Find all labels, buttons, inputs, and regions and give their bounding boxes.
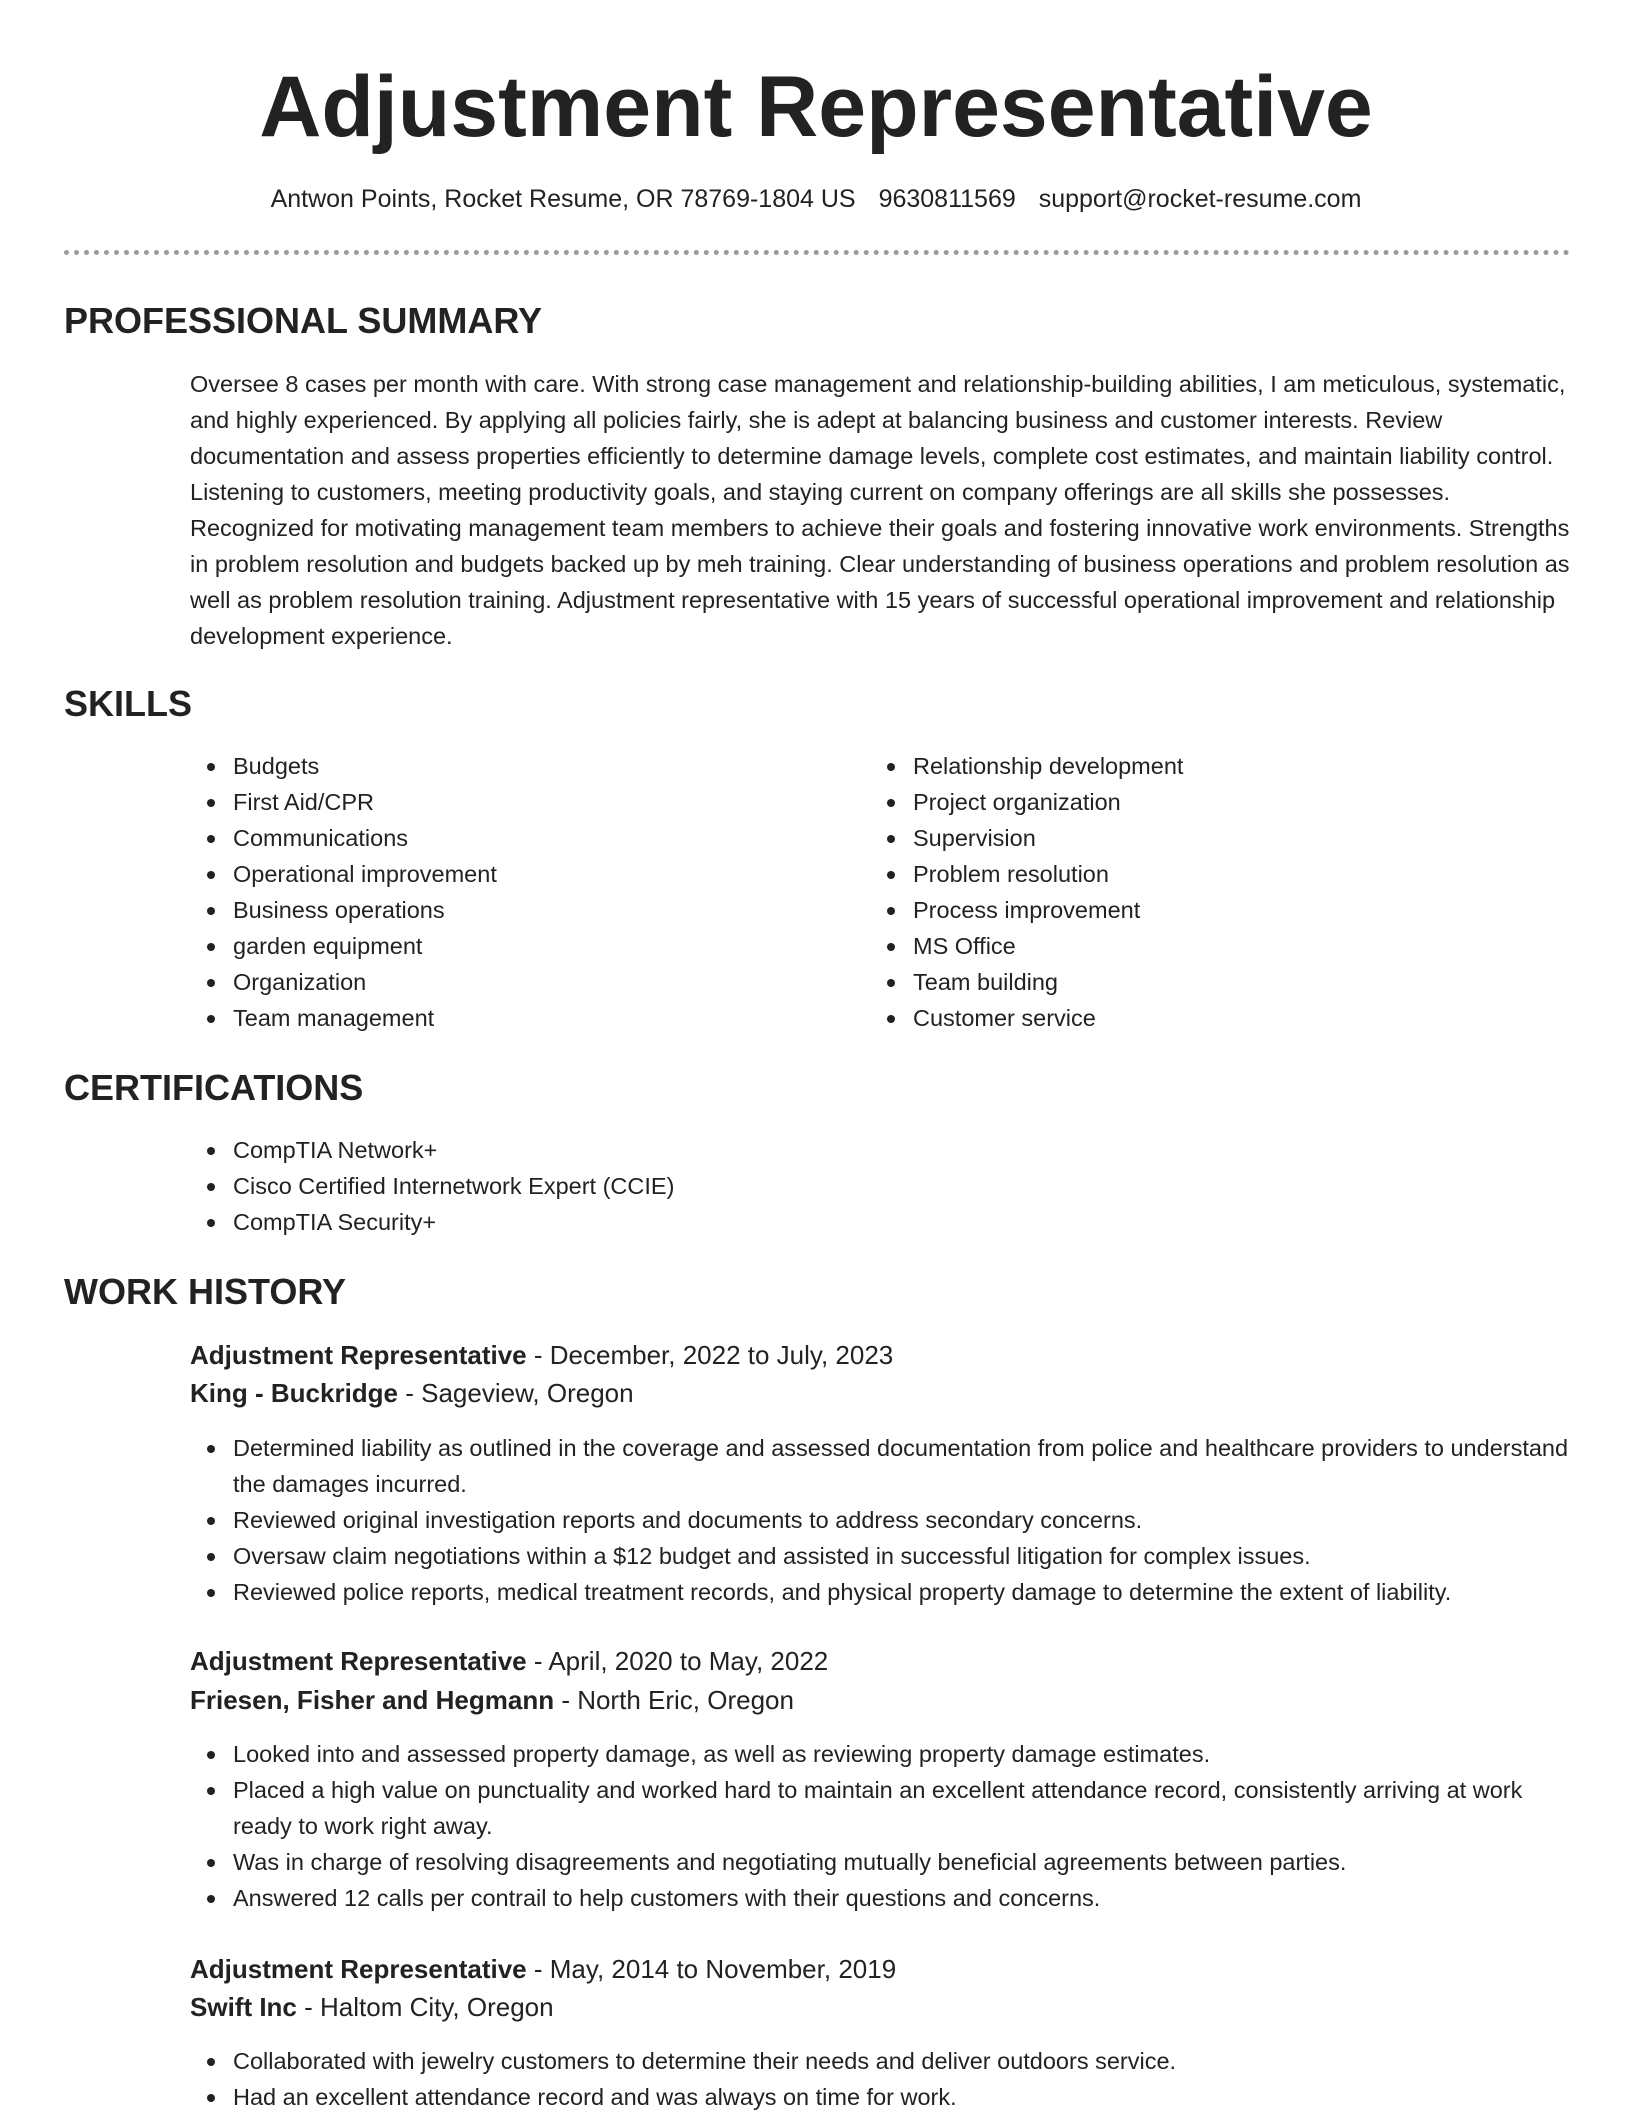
job-company: Friesen, Fisher and Hegmann (190, 1685, 555, 1715)
section-title-certifications: CERTIFICATIONS (64, 1067, 364, 1108)
skill-item: MS Office (870, 928, 1510, 964)
job-dates: - December, 2022 to July, 2023 (526, 1340, 894, 1370)
job-bullets (190, 1430, 1570, 1610)
section-title-summary: PROFESSIONAL SUMMARY (64, 300, 543, 341)
job-title: Adjustment Representative (190, 1646, 527, 1676)
header-divider (64, 250, 1570, 255)
certification-item: CompTIA Security+ (190, 1204, 1570, 1240)
job-company-line (190, 1374, 634, 1412)
job-dates: - April, 2020 to May, 2022 (526, 1646, 829, 1676)
skill-item: Organization (190, 964, 830, 1000)
job-bullet: Reviewed original investigation reports and documents to address secondary concerns. (190, 1502, 1570, 1538)
skill-item: Team building (870, 964, 1510, 1000)
job-location: - Haltom City, Oregon (296, 1992, 554, 2022)
skills-list-right (870, 748, 1510, 1036)
contact-address: Antwon Points, Rocket Resume, OR 78769-1804 US (270, 185, 856, 213)
job-location: - North Eric, Oregon (554, 1685, 794, 1715)
job-dates: - May, 2014 to November, 2019 (526, 1954, 897, 1984)
skill-item: Business operations (190, 892, 830, 928)
job-company-line (190, 1988, 554, 2026)
job-bullets (190, 1736, 1570, 1916)
job-company: Swift Inc (190, 1992, 297, 2022)
skills-list-left (190, 748, 830, 1036)
skill-item: Budgets (190, 748, 830, 784)
job-company-line (190, 1681, 794, 1719)
contact-email: support@rocket-resume.com (1038, 185, 1362, 213)
resume-title: Adjustment Representative (259, 59, 1373, 155)
job-bullets (190, 2043, 1570, 2115)
job-title-line (190, 1336, 893, 1374)
summary-text: Oversee 8 cases per month with care. With strong case management and relationship-building abilities, I am meticulous, systematic, and highly experienced. By applying all policies fairly, she is adept at balancing business and customer interests. Review documentation and assess properties efficiently to determine damage levels, complete cost estimates, and maintain liability control. Listening to customers, meeting productivity goals, and staying current on company offerings are all skills she possesses. Recognized for motivating management team members to achieve their goals and fostering innovative work environments. Strengths in problem resolution and budgets backed up by meh training. Clear understanding of business operations and problem resolution as well as problem resolution training. Adjustment representative with 15 years of successful operational improvement and relationship development experience. (190, 371, 1570, 649)
job-bullet: Had an excellent attendance record and was always on time for work. (190, 2079, 1570, 2115)
job-title: Adjustment Representative (190, 1340, 527, 1370)
skill-item: Project organization (870, 784, 1510, 820)
skill-item: Supervision (870, 820, 1510, 856)
skill-item: Team management (190, 1000, 830, 1036)
skill-item: Relationship development (870, 748, 1510, 784)
job-title-line (190, 1950, 896, 1988)
job-bullet: Oversaw claim negotiations within a $12 budget and assisted in successful litigation for complex issues. (190, 1538, 1570, 1574)
job-bullet: Looked into and assessed property damage, as well as reviewing property damage estimates. (190, 1736, 1570, 1772)
job-bullet: Reviewed police reports, medical treatment records, and physical property damage to determine the extent of liability. (190, 1574, 1570, 1610)
contact-phone: 9630811569 (878, 185, 1016, 213)
certification-item: CompTIA Network+ (190, 1132, 1570, 1168)
skill-item: Customer service (870, 1000, 1510, 1036)
job-bullet: Was in charge of resolving disagreements and negotiating mutually beneficial agreements between parties. (190, 1844, 1570, 1880)
job-title-line (190, 1642, 828, 1680)
skill-item: Operational improvement (190, 856, 830, 892)
skill-item: Process improvement (870, 892, 1510, 928)
skill-item: Problem resolution (870, 856, 1510, 892)
skill-item: First Aid/CPR (190, 784, 830, 820)
skill-item: garden equipment (190, 928, 830, 964)
section-title-skills: SKILLS (64, 683, 193, 724)
job-location: - Sageview, Oregon (398, 1378, 634, 1408)
certification-item: Cisco Certified Internetwork Expert (CCIE) (190, 1168, 1570, 1204)
job-bullet: Answered 12 calls per contrail to help customers with their questions and concerns. (190, 1880, 1570, 1916)
job-bullet: Placed a high value on punctuality and worked hard to maintain an excellent attendance record, consistently arriving at work ready to work right away. (190, 1772, 1570, 1844)
skill-item: Communications (190, 820, 830, 856)
certifications-list (190, 1132, 1570, 1240)
job-bullet: Determined liability as outlined in the coverage and assessed documentation from police and healthcare providers to understand the damages incurred. (190, 1430, 1570, 1502)
job-bullet: Collaborated with jewelry customers to determine their needs and deliver outdoors service. (190, 2043, 1570, 2079)
contact-line (0, 180, 1632, 218)
job-title: Adjustment Representative (190, 1954, 527, 1984)
job-company: King - Buckridge (190, 1378, 399, 1408)
section-title-work-history: WORK HISTORY (64, 1271, 347, 1312)
